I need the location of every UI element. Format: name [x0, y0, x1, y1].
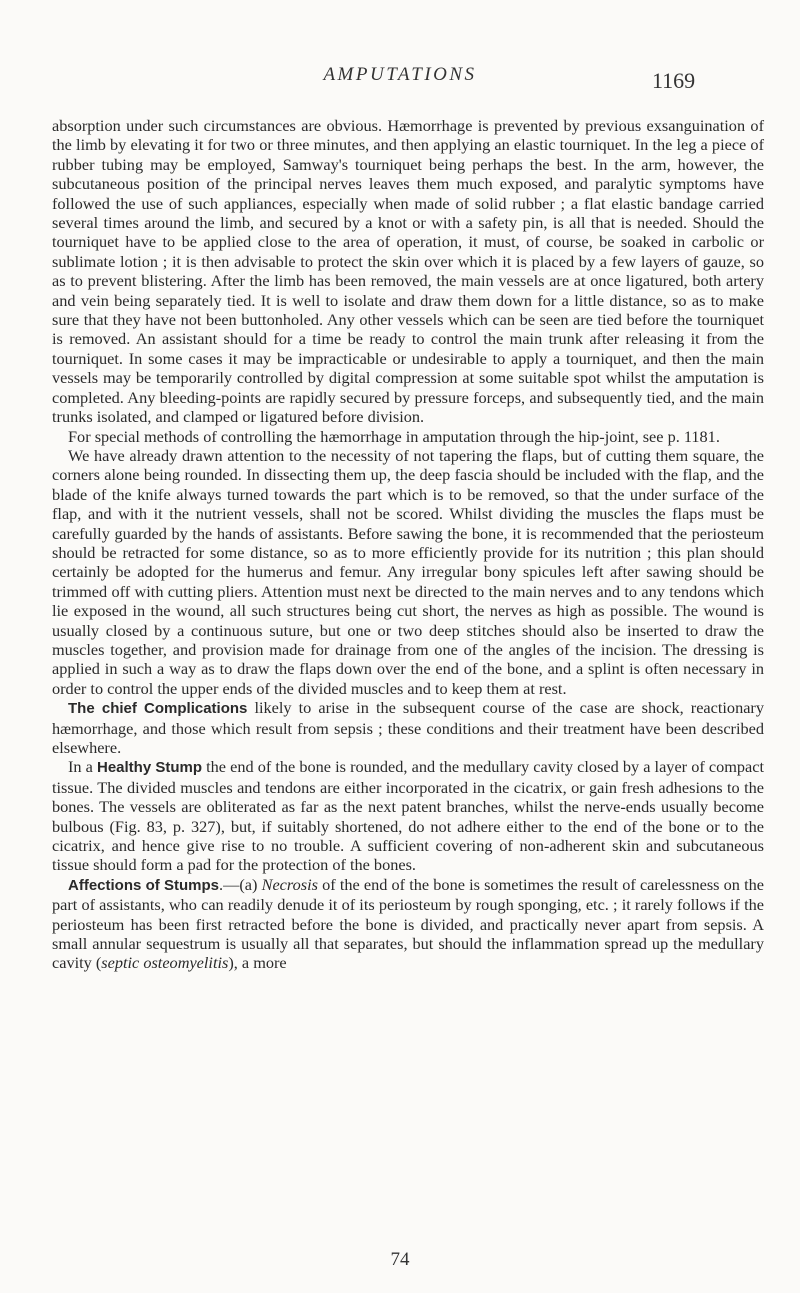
running-title: AMPUTATIONS [323, 64, 477, 85]
paragraph-lead: In a [68, 757, 97, 777]
body-text [52, 116, 764, 973]
section-heading: Affections of Stumps [68, 876, 219, 894]
section-heading: Healthy Stump [96, 759, 203, 777]
paragraph-text: absorption under such circumstances are obvious. Hæmorrhage is prevented by previous exsanguination of the limb by elevating it for two or three minutes, and then applying an elastic tourniquet. In the leg a piece of rubber tubing may be employed, Samway's tourniquet being perhaps the best. In the arm, however, the subcutaneous position of the principal nerves leaves them much exposed, and paralytic symptoms have followed the use of such appliances, especially when made of solid rubber ; a flat elastic bandage carried several times around the limb, and secured by a knot or with a safety pin, is all that is needed. Should the tourniquet have to be applied close to the area of operation, it must, of course, be soaked in carbolic or sublimate lotion ; it is then advisable to protect the skin over which it is placed by a few layers of gauze, so as to prevent blistering. After the limb has been removed, the main vessels are at once ligatured, both artery and vein being separately tied. It is well to isolate and draw them down for a little distance, so as to make sure that they have not been buttonholed. Any other vessels which can be seen are tied before the tourniquet is removed. An assistant should for a time be ready to control the main trunk after releasing it from the tourniquet. In some cases it may be impracticable or undesirable to apply a tourniquet, and then the main vessels may be temporarily controlled by digital compression at some suitable spot whilst the amputation is completed. Any bleeding-points are rapidly secured by pressure forceps, and subsequently tied, and the main trunks isolated, and clamped or ligatured before division. [52, 116, 764, 427]
paragraph [52, 875, 764, 973]
italic-term: Necrosis [261, 874, 318, 894]
paragraph-text: of the end of the bone is sometimes the result of carelessness on the part of assistants, who can readily denude it of its periosteum by rough sponging, etc. ; it rarely follows if the periosteum has been first retracted before the bone is divided, and practically never apart from sepsis. A small annular sequestrum is usually all that separates, but should the inflammation spread up the medullary cavity ( [52, 874, 764, 973]
paragraph [52, 757, 764, 874]
paragraph [52, 698, 764, 757]
italic-term: septic osteomyelitis [101, 953, 229, 973]
paragraph-text: likely to arise in the subsequent course of the case are shock, reactionary hæmorrhage, and those which result from sepsis ; these conditions and their treatment have been described elsewhere. [52, 698, 764, 757]
paragraph-text: We have already drawn attention to the necessity of not tapering the flaps, but of cutting them square, the corners alone being rounded. In dissecting them up, the deep fascia should be included with the flap, and the blade of the knife always turned towards the part which is to be removed, so that the under surface of the flap, and with it the nutrient vessels, shall not be scored. Whilst dividing the muscles the flaps must be carefully guarded by the hands of assistants. Before sawing the bone, it is recommended that the periosteum should be retracted for some distance, so as to more efficiently provide for its nutrition ; this plan should certainly be adopted for the humerus and femur. Any irregular bony spicules left after sawing should be trimmed off with cutting pliers. Attention must next be directed to the main nerves and to any tendons which lie exposed in the wound, all such structures being cut short, the nerves as high as possible. The wound is usually closed by a continuous suture, but one or two deep stitches should also be inserted to draw the muscles together, and provision made for drainage from one of the angles of the incision. The dressing is applied in such a way as to draw the flaps down over the end of the bone, and a splint is often necessary in order to control the upper ends of the divided muscles and to keep them at rest. [52, 445, 764, 698]
paragraph [52, 116, 764, 427]
page-number: 1169 [652, 68, 696, 93]
signature-mark: 74 [390, 1249, 410, 1270]
paragraph-lead: .—(a) [219, 874, 262, 894]
paragraph-text: the end of the bone is rounded, and the medullary cavity closed by a layer of compact tissue. The divided muscles and tendons are either incorporated in the cicatrix, or gain fresh adhesions to the bones. The vessels are obliterated as far as the next patent branches, whilst the nerve-ends usually become bulbous (Fig. 83, p. 327), but, if suitably shortened, do not adhere either to the end of the bone or to the cicatrix, and hence give rise to no trouble. A sufficient covering of non-adherent skin and subcutaneous tissue should form a pad for the protection of the bones. [52, 757, 764, 875]
section-heading: The chief Complications [68, 700, 248, 718]
paragraph-text: For special methods of controlling the hæmorrhage in amputation through the hip-joint, see p. 1181. [68, 426, 720, 446]
paragraph [52, 446, 764, 698]
paragraph-tail: ), a more [228, 953, 287, 973]
paragraph [52, 427, 764, 446]
